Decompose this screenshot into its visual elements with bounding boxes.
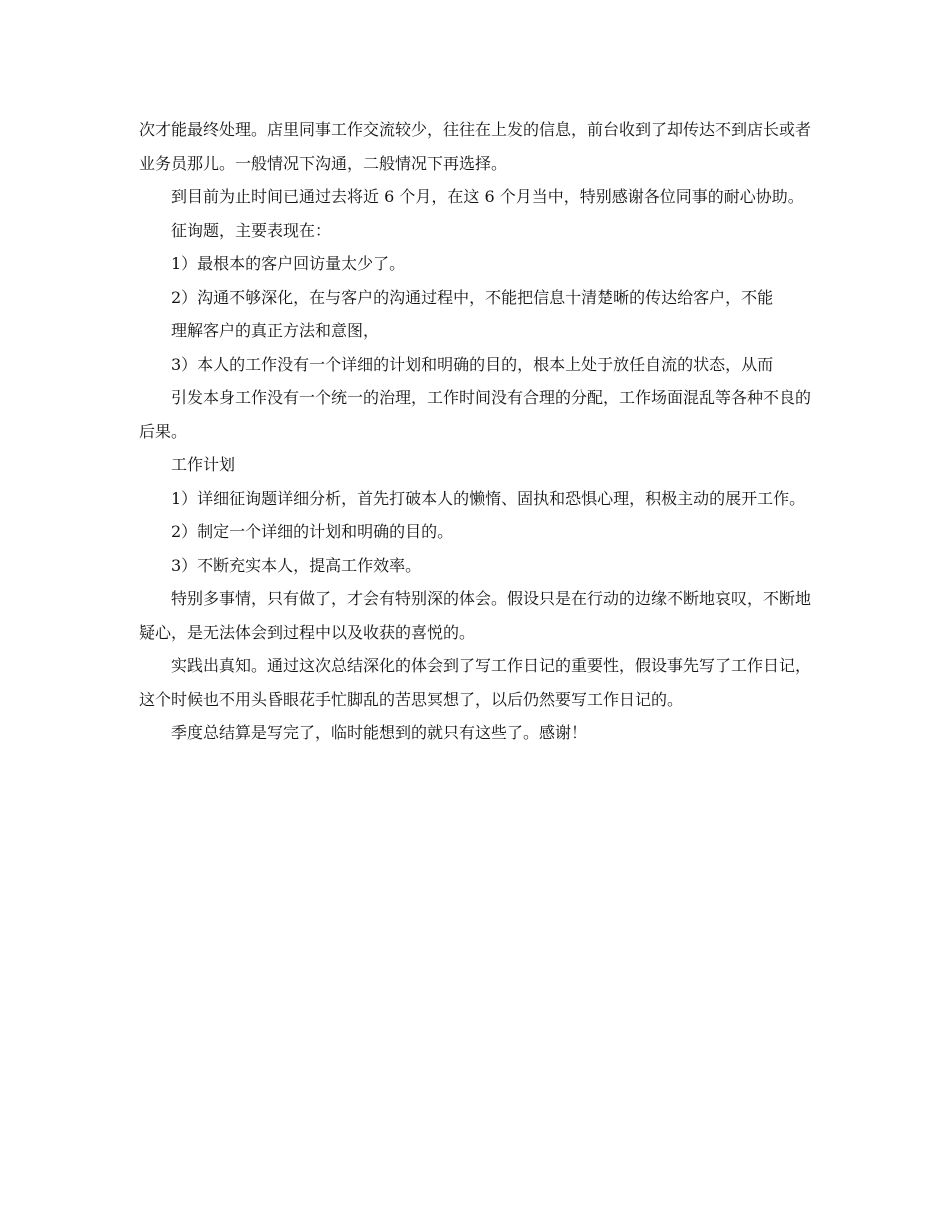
paragraph-practice: 实践出真知。通过这次总结深化的体会到了写工作日记的重要性，假设事先写了工作日记，这个时候也不用头昏眼花手忙脚乱的苦思冥想了，以后仍然要写工作日记的。 bbox=[139, 656, 812, 709]
paragraph-work-plan-heading: 工作计划 bbox=[171, 455, 236, 474]
paragraph-problem-3-continued: 引发本身工作没有一个统一的治理，工作时间没有合理的分配，工作场面混乱等各种不良的后果。 bbox=[139, 388, 812, 441]
paragraph-problems-heading: 征询题，主要表现在： bbox=[171, 220, 332, 240]
paragraph-problem-3: 3）本人的工作没有一个详细的计划和明确的目的，根本上处于放任自流的状态，从而 bbox=[171, 354, 774, 374]
paragraph-problem-2: 2）沟通不够深化，在与客户的沟通过程中，不能把信息十清楚晰的传达给客户，不能 bbox=[171, 287, 774, 307]
paragraph-plan-3: 3）不断充实本人，提高工作效率。 bbox=[171, 555, 422, 575]
document-body bbox=[139, 113, 811, 750]
paragraph-problem-2-continued: 理解客户的真正方法和意图， bbox=[171, 321, 380, 340]
paragraph-six-months: 到目前为止时间已通过去将近 6 个月，在这 6 个月当中，特别感谢各位同事的耐心协助。 bbox=[171, 187, 804, 206]
paragraph-continuation: 次才能最终处理。店里同事工作交流较少，往往在上发的信息，前台收到了却传达不到店长或者业务员那儿。一般情况下沟通，二般情况下再选择。 bbox=[139, 120, 812, 173]
paragraph-plan-1: 1）详细征询题详细分析，首先打破本人的懒惰、固执和恐惧心理，积极主动的展开工作。 bbox=[171, 488, 806, 508]
paragraph-experience: 特别多事情，只有做了，才会有特别深的体会。假设只是在行动的边缘不断地哀叹，不断地疑心，是无法体会到过程中以及收获的喜悦的。 bbox=[139, 589, 812, 642]
paragraph-closing: 季度总结算是写完了，临时能想到的就只有这些了。感谢！ bbox=[171, 723, 588, 742]
paragraph-plan-2: 2）制定一个详细的计划和明确的目的。 bbox=[171, 522, 454, 541]
paragraph-problem-1: 1）最根本的客户回访量太少了。 bbox=[171, 254, 406, 273]
